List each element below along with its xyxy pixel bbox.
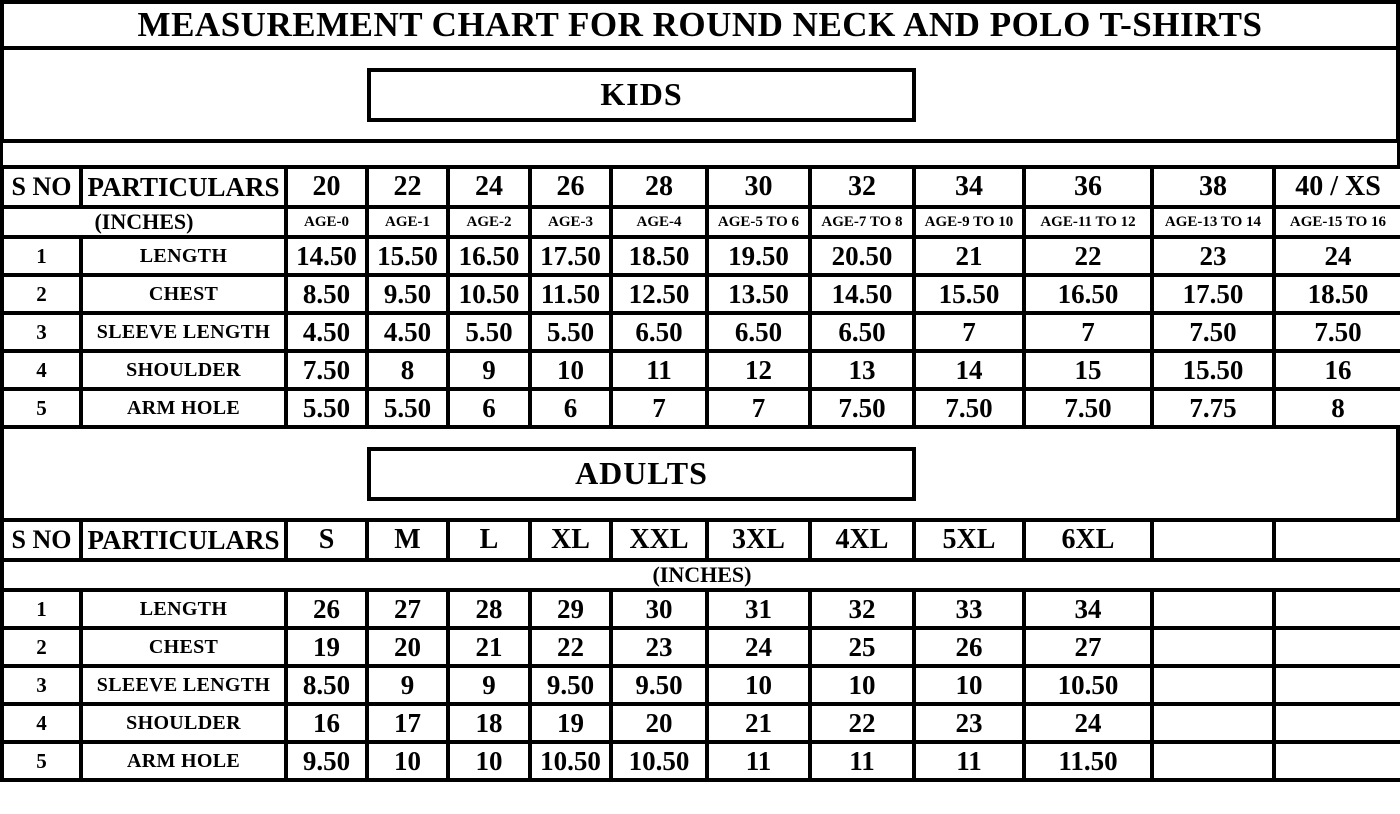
kids-value-cell: 7.50 (1274, 313, 1400, 351)
adults-value-cell: 22 (530, 628, 611, 666)
kids-value-cell: 5.50 (286, 389, 367, 427)
kids-value-cell: 13.50 (707, 275, 810, 313)
adults-value-cell: 11 (810, 742, 914, 780)
kids-age-header: AGE-4 (611, 207, 707, 237)
adults-value-cell: 19 (530, 704, 611, 742)
kids-size-header: 28 (611, 167, 707, 207)
adults-value-cell: 23 (914, 704, 1024, 742)
adults-row-number-cell: 1 (2, 590, 81, 628)
kids-value-cell: 11.50 (530, 275, 611, 313)
kids-value-cell: 9.50 (367, 275, 448, 313)
kids-table-row (2, 275, 1400, 313)
kids-value-cell: 14.50 (286, 237, 367, 275)
adults-value-cell: 27 (1024, 628, 1152, 666)
adults-row-number-cell: 5 (2, 742, 81, 780)
adults-sno-header: S NO (2, 520, 81, 560)
kids-value-cell: 7.50 (1024, 389, 1152, 427)
kids-sno-header: S NO (2, 167, 81, 207)
adults-row-name-cell: CHEST (81, 628, 286, 666)
kids-row-name-cell: CHEST (81, 275, 286, 313)
kids-age-header: AGE-9 TO 10 (914, 207, 1024, 237)
adults-empty-cell (1152, 628, 1274, 666)
kids-age-header: AGE-2 (448, 207, 530, 237)
kids-value-cell: 13 (810, 351, 914, 389)
kids-age-header: AGE-13 TO 14 (1152, 207, 1274, 237)
kids-value-cell: 22 (1024, 237, 1152, 275)
kids-row-number-cell: 5 (2, 389, 81, 427)
kids-unit-label: (INCHES) (2, 207, 286, 237)
adults-size-header: L (448, 520, 530, 560)
kids-size-header: 26 (530, 167, 611, 207)
adults-value-cell: 10.50 (1024, 666, 1152, 704)
kids-value-cell: 6.50 (707, 313, 810, 351)
adults-size-header: 6XL (1024, 520, 1152, 560)
kids-value-cell: 15.50 (914, 275, 1024, 313)
kids-value-cell: 24 (1274, 237, 1400, 275)
kids-value-cell: 9 (448, 351, 530, 389)
adults-value-cell: 31 (707, 590, 810, 628)
kids-value-cell: 6.50 (810, 313, 914, 351)
kids-age-header: AGE-0 (286, 207, 367, 237)
kids-particulars-header: PARTICULARS (81, 167, 286, 207)
kids-value-cell: 7.50 (914, 389, 1024, 427)
kids-section-label: KIDS (367, 68, 916, 122)
adults-size-header: M (367, 520, 448, 560)
kids-row-number-cell: 3 (2, 313, 81, 351)
adults-empty-size-header (1152, 520, 1274, 560)
kids-value-cell: 8.50 (286, 275, 367, 313)
kids-value-cell: 4.50 (286, 313, 367, 351)
adults-section-band (0, 425, 1400, 522)
adults-value-cell: 27 (367, 590, 448, 628)
adults-value-cell: 19 (286, 628, 367, 666)
kids-size-header: 34 (914, 167, 1024, 207)
adults-size-header: XL (530, 520, 611, 560)
adults-value-cell: 10 (707, 666, 810, 704)
adults-value-cell: 9.50 (530, 666, 611, 704)
kids-size-header: 40 / XS (1274, 167, 1400, 207)
kids-row-name-cell: SLEEVE LENGTH (81, 313, 286, 351)
kids-table-row (2, 237, 1400, 275)
kids-row-number-cell: 1 (2, 237, 81, 275)
adults-table-row (2, 628, 1400, 666)
adults-row-name-cell: LENGTH (81, 590, 286, 628)
adults-value-cell: 9.50 (286, 742, 367, 780)
adults-size-header: XXL (611, 520, 707, 560)
kids-value-cell: 7 (707, 389, 810, 427)
adults-value-cell: 10 (367, 742, 448, 780)
adults-particulars-header: PARTICULARS (81, 520, 286, 560)
kids-value-cell: 16.50 (1024, 275, 1152, 313)
kids-value-cell: 10.50 (448, 275, 530, 313)
adults-value-cell: 10 (810, 666, 914, 704)
adults-empty-cell (1152, 704, 1274, 742)
kids-row-name-cell: SHOULDER (81, 351, 286, 389)
adults-empty-cell (1274, 628, 1400, 666)
kids-age-header: AGE-3 (530, 207, 611, 237)
adults-value-cell: 22 (810, 704, 914, 742)
kids-age-header: AGE-11 TO 12 (1024, 207, 1152, 237)
kids-size-header: 24 (448, 167, 530, 207)
adults-table-row (2, 590, 1400, 628)
kids-value-cell: 6.50 (611, 313, 707, 351)
adults-value-cell: 32 (810, 590, 914, 628)
adults-value-cell: 9 (367, 666, 448, 704)
adults-value-cell: 18 (448, 704, 530, 742)
kids-size-header: 30 (707, 167, 810, 207)
adults-size-header: 3XL (707, 520, 810, 560)
adults-value-cell: 20 (367, 628, 448, 666)
kids-table-row (2, 313, 1400, 351)
kids-value-cell: 12.50 (611, 275, 707, 313)
adults-table-row (2, 666, 1400, 704)
kids-value-cell: 16 (1274, 351, 1400, 389)
kids-value-cell: 7 (611, 389, 707, 427)
kids-age-header: AGE-7 TO 8 (810, 207, 914, 237)
adults-unit-row (2, 560, 1400, 590)
adults-section-label: ADULTS (367, 447, 916, 501)
kids-value-cell: 7 (914, 313, 1024, 351)
kids-value-cell: 20.50 (810, 237, 914, 275)
kids-size-header: 38 (1152, 167, 1274, 207)
adults-unit-label: (INCHES) (2, 560, 1400, 590)
adults-value-cell: 21 (448, 628, 530, 666)
adults-value-cell: 11 (914, 742, 1024, 780)
adults-value-cell: 25 (810, 628, 914, 666)
adults-row-name-cell: ARM HOLE (81, 742, 286, 780)
kids-row-name-cell: ARM HOLE (81, 389, 286, 427)
kids-value-cell: 10 (530, 351, 611, 389)
kids-value-cell: 8 (1274, 389, 1400, 427)
adults-empty-cell (1274, 742, 1400, 780)
kids-row-number-cell: 2 (2, 275, 81, 313)
kids-size-header: 20 (286, 167, 367, 207)
kids-value-cell: 15 (1024, 351, 1152, 389)
kids-value-cell: 15.50 (1152, 351, 1274, 389)
adults-value-cell: 30 (611, 590, 707, 628)
adults-row-number-cell: 4 (2, 704, 81, 742)
adults-value-cell: 10 (914, 666, 1024, 704)
kids-value-cell: 7 (1024, 313, 1152, 351)
adults-row-number-cell: 2 (2, 628, 81, 666)
adults-row-name-cell: SLEEVE LENGTH (81, 666, 286, 704)
kids-value-cell: 5.50 (530, 313, 611, 351)
adults-table-row (2, 742, 1400, 780)
adults-empty-cell (1152, 742, 1274, 780)
adults-size-header-row (2, 520, 1400, 560)
adults-value-cell: 24 (1024, 704, 1152, 742)
kids-size-header-row (2, 167, 1400, 207)
kids-value-cell: 7.75 (1152, 389, 1274, 427)
kids-value-cell: 11 (611, 351, 707, 389)
kids-value-cell: 16.50 (448, 237, 530, 275)
kids-table-row (2, 351, 1400, 389)
kids-value-cell: 14.50 (810, 275, 914, 313)
adults-value-cell: 10.50 (611, 742, 707, 780)
kids-value-cell: 7.50 (286, 351, 367, 389)
page-title: MEASUREMENT CHART FOR ROUND NECK AND POLO T-SHIRTS (0, 0, 1400, 50)
kids-value-cell: 12 (707, 351, 810, 389)
adults-size-header: 5XL (914, 520, 1024, 560)
adults-empty-cell (1274, 704, 1400, 742)
kids-value-cell: 19.50 (707, 237, 810, 275)
adults-value-cell: 29 (530, 590, 611, 628)
kids-age-header: AGE-15 TO 16 (1274, 207, 1400, 237)
adults-value-cell: 24 (707, 628, 810, 666)
adults-table-row (2, 704, 1400, 742)
kids-value-cell: 14 (914, 351, 1024, 389)
adults-value-cell: 23 (611, 628, 707, 666)
kids-value-cell: 4.50 (367, 313, 448, 351)
kids-size-header: 32 (810, 167, 914, 207)
kids-value-cell: 15.50 (367, 237, 448, 275)
adults-value-cell: 21 (707, 704, 810, 742)
kids-value-cell: 7.50 (1152, 313, 1274, 351)
kids-value-cell: 7.50 (810, 389, 914, 427)
kids-value-cell: 5.50 (367, 389, 448, 427)
kids-row-name-cell: LENGTH (81, 237, 286, 275)
adults-empty-cell (1152, 666, 1274, 704)
adults-value-cell: 26 (914, 628, 1024, 666)
adults-value-cell: 10.50 (530, 742, 611, 780)
adults-empty-cell (1274, 666, 1400, 704)
adults-value-cell: 20 (611, 704, 707, 742)
adults-value-cell: 8.50 (286, 666, 367, 704)
kids-unit-row (2, 207, 1400, 237)
kids-section-band (0, 46, 1400, 143)
kids-size-header: 22 (367, 167, 448, 207)
kids-value-cell: 17.50 (1152, 275, 1274, 313)
adults-row-number-cell: 3 (2, 666, 81, 704)
adults-value-cell: 11.50 (1024, 742, 1152, 780)
kids-table (0, 165, 1400, 429)
adults-value-cell: 16 (286, 704, 367, 742)
adults-value-cell: 10 (448, 742, 530, 780)
kids-value-cell: 18.50 (611, 237, 707, 275)
adults-empty-cell (1274, 590, 1400, 628)
adults-value-cell: 28 (448, 590, 530, 628)
kids-value-cell: 17.50 (530, 237, 611, 275)
kids-age-header: AGE-1 (367, 207, 448, 237)
kids-value-cell: 6 (448, 389, 530, 427)
adults-value-cell: 9 (448, 666, 530, 704)
adults-value-cell: 9.50 (611, 666, 707, 704)
adults-value-cell: 34 (1024, 590, 1152, 628)
adults-row-name-cell: SHOULDER (81, 704, 286, 742)
adults-size-header: 4XL (810, 520, 914, 560)
adults-table (0, 518, 1400, 782)
adults-empty-size-header (1274, 520, 1400, 560)
kids-row-number-cell: 4 (2, 351, 81, 389)
kids-value-cell: 18.50 (1274, 275, 1400, 313)
kids-size-header: 36 (1024, 167, 1152, 207)
adults-empty-cell (1152, 590, 1274, 628)
kids-value-cell: 5.50 (448, 313, 530, 351)
adults-value-cell: 17 (367, 704, 448, 742)
adults-value-cell: 11 (707, 742, 810, 780)
kids-table-row (2, 389, 1400, 427)
kids-value-cell: 8 (367, 351, 448, 389)
adults-value-cell: 26 (286, 590, 367, 628)
adults-size-header: S (286, 520, 367, 560)
adults-value-cell: 33 (914, 590, 1024, 628)
kids-age-header: AGE-5 TO 6 (707, 207, 810, 237)
kids-value-cell: 21 (914, 237, 1024, 275)
kids-value-cell: 23 (1152, 237, 1274, 275)
kids-value-cell: 6 (530, 389, 611, 427)
